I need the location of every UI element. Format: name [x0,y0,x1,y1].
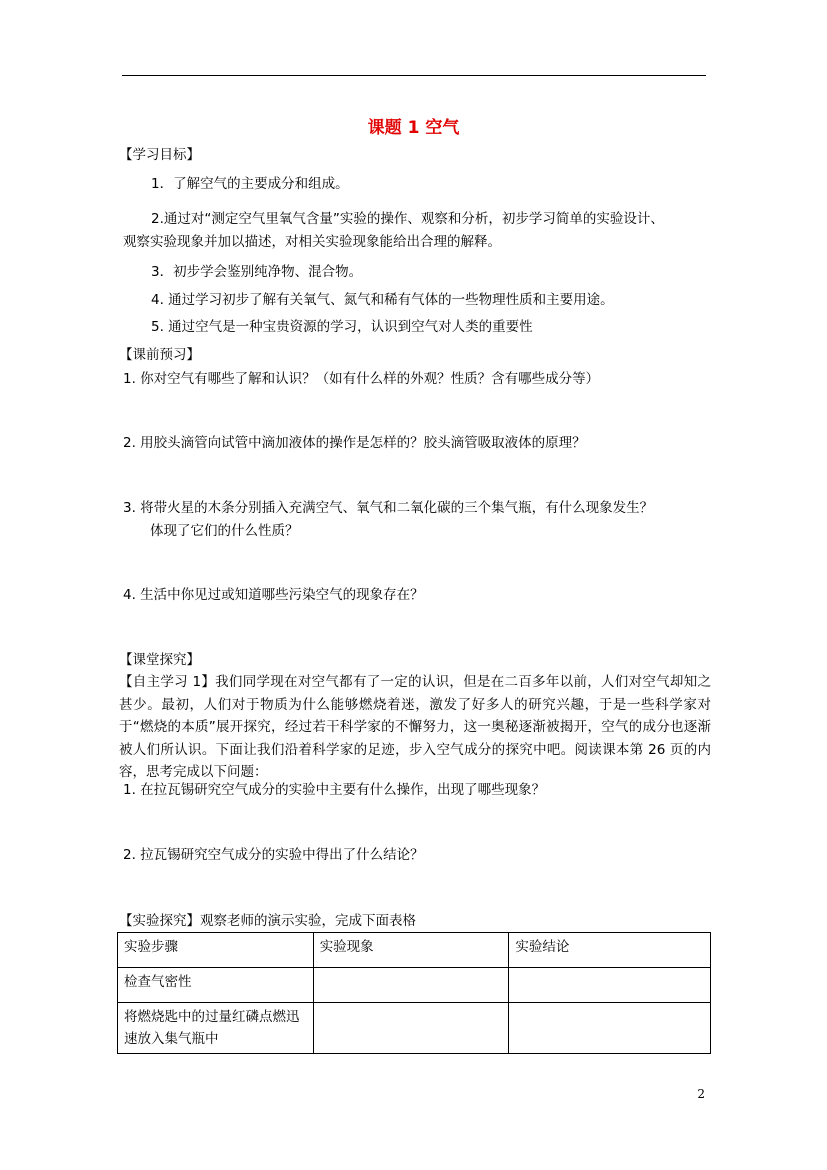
self-study-paragraph [119,671,711,784]
table-cell-step: 将燃烧匙中的过量红磷点燃迅速放入集气瓶中 [118,1003,314,1054]
experiment-header-text: 观察老师的演示实验，完成下面表格 [200,913,416,929]
explore-question-2: 2. 拉瓦锡研究空气成分的实验中得出了什么结论？ [123,847,424,863]
goal-item-1: 1．了解空气的主要成分和组成。 [151,176,349,192]
page-number: 2 [697,1087,705,1101]
preview-question-3: 3. 将带火星的木条分别插入充满空气、氧气和二氧化碳的三个集气瓶，有什么现象发生？ [123,500,654,516]
goal-item-2-cont: 观察实验现象并加以描述，对相关实验现象能给出合理的解释。 [123,234,501,250]
table-cell-step: 检查气密性 [118,968,314,1003]
preview-question-4: 4. 生活中你见过或知道哪些污染空气的现象存在？ [123,587,424,603]
explore-question-1: 1. 在拉瓦锡研究空气成分的实验中主要有什么操作，出现了哪些现象？ [123,782,546,798]
experiment-header-label: 【实验探究】 [119,913,200,929]
goals-header: 【学习目标】 [119,147,200,163]
table-header-row [118,933,711,968]
column-header-conclusion: 实验结论 [509,933,711,968]
explore-header: 【课堂探究】 [119,652,200,668]
column-header-step: 实验步骤 [118,933,314,968]
goal-item-2: 2.通过对“测定空气里氧气含量”实验的操作、观察和分析，初步学习简单的实验设计、 [151,211,664,227]
table-cell-phenomenon [313,1003,509,1054]
table-cell-conclusion [509,1003,711,1054]
preview-question-1: 1. 你对空气有哪些了解和认识？（如有什么样的外观？性质？含有哪些成分等） [123,371,600,387]
goal-item-5: 5. 通过空气是一种宝贵资源的学习，认识到空气对人类的重要性 [151,319,533,335]
goal-item-4: 4. 通过学习初步了解有关氧气、氮气和稀有气体的一些物理性质和主要用途。 [151,292,614,308]
experiment-header [119,911,416,931]
goal-item-3: 3．初步学会鉴别纯净物、混合物。 [151,264,363,280]
table-cell-phenomenon [313,968,509,1003]
table-cell-conclusion [509,968,711,1003]
preview-header: 【课前预习】 [119,347,200,363]
page-title: 课题 1 空气 [367,118,460,138]
column-header-phenomenon: 实验现象 [313,933,509,968]
table-row [118,968,711,1003]
experiment-table [117,932,711,1054]
self-study-label: 【自主学习 1】 [119,674,216,690]
table-row [118,1003,711,1054]
self-study-text: 我们同学现在对空气都有了一定的认识，但是在二百多年以前，人们对空气却知之甚少。最初，人们对于物质为什么能够燃烧着迷，激发了好多人的研究兴趣，于是一些科学家对于“燃烧的本质”展开探究，经过若干科学家的不懈努力，这一奥秘逐渐被揭开，空气的成分也逐渐被人们所认识。下面让我们沿着科学家的足迹，步入空气成分的探究中吧。阅读课本第 26 页的内容，思考完成以下问题： [119,674,711,781]
preview-question-3-cont: 体现了它们的什么性质？ [150,523,299,539]
preview-question-2: 2. 用胶头滴管向试管中滴加液体的操作是怎样的？胶头滴管吸取液体的原理？ [123,435,586,451]
header-rule [122,75,706,76]
